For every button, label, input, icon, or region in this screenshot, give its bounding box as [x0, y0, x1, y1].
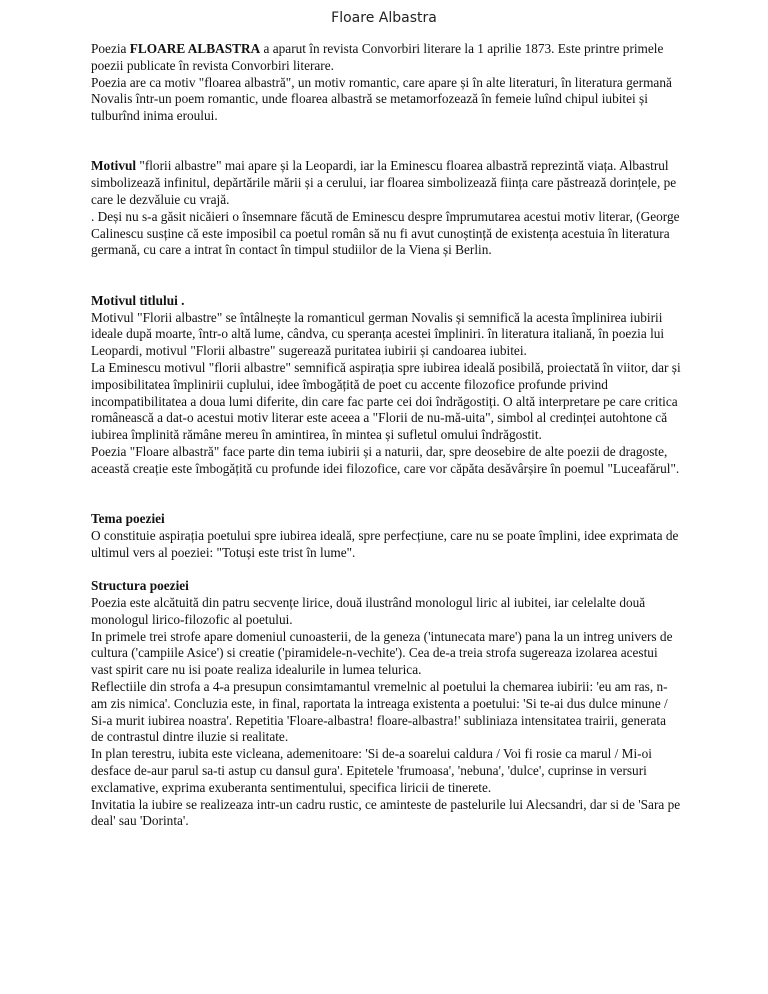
intro-bold-title: FLOARE ALBASTRA: [129, 41, 261, 56]
intro-paragraph-1: [91, 41, 681, 75]
intro-prefix: Poezia: [91, 41, 130, 56]
structura-paragraph-4: In plan terestru, iubita este vicleana, ademenitoare: 'Si de-a soarelui caldura / Voi fi rosie ca marul / Mi-oi desface de-aur parul sa-ti astup cu dansul gura'. Epitetele 'frumoasa', 'nebuna', 'dulce', cuprinse in versuri exclamative, exprima exuberanta sentimentului, specifica liricii de tinerete.: [91, 746, 652, 795]
structura-paragraph-5: Invitatia la iubire se realizeaza intr-un cadru rustic, ce aminteste de pastelurile lui Alecsandri, dar si de 'Sara pe deal' sau 'Dorinta'.: [91, 796, 681, 829]
section-spacer: [91, 259, 681, 293]
structura-paragraph-3: Reflectiile din strofa a 4-a presupun consimtamantul vremelnic al poetului la chemarea iubirii: 'eu am ras, n-am zis nimica'. Concluzia este, in final, raportata la intreaga existenta a poetului: 'Si te-ai dus dulce minune / Si-a murit iubirea noastra'. Repetitia 'Floare-albastra! floare-albastra!' subliniaza intensitatea trairii, generata de contrastul dintre iluzie si realitate.: [91, 679, 668, 745]
intro-paragraph-2: Poezia are ca motiv "floarea albastră", un motiv romantic, care apare și în alte literaturi, în literatura germană Novalis într-un poem romantic, unde floarea albastră se metamorfozează în femeie luînd chipul iubitei și tulburînd inima eroului.: [91, 74, 672, 124]
motivul-titlului-heading: Motivul titlului .: [91, 292, 185, 308]
tema-heading: Tema poeziei: [91, 511, 165, 527]
section-spacer: [91, 125, 681, 159]
section-spacer: [91, 478, 681, 512]
motivul-text: "florii albastre" mai apare și la Leopardi, iar la Eminescu floarea albastră reprezintă viața. Albastrul simbolizează infinitul, depărtările mării și a cerului, iar floarea simbolizează ființa care păstrează dorințele, pe care le dezvăluie cu vrajă.: [91, 158, 677, 208]
section-spacer: [91, 561, 681, 578]
motivul-titlului-paragraph-3: Poezia "Floare albastră" face parte din tema iubirii și a naturii, dar, spre deosebire de alte poezii de dragoste, această creație este îmbogățită cu profunde idei filozofice, care vor căpăta desăvârșire în poemul "Luceafărul".: [91, 443, 680, 476]
motivul-titlului-paragraph-1: Motivul "Florii albastre" se întâlnește la romanticul german Novalis și semnifică la acesta împlinirea iubirii ideale după moarte, într-o altă lume, cândva, cu speranța acestei împliniri. în literatura italiană, în poezia lui Leopardi, motivul "Florii albastre" sugerează puritatea iubirii și candoarea iubitei.: [91, 309, 665, 359]
tema-paragraph-1: O constituie aspirația poetului spre iubirea ideală, spre perfecțiune, care nu se poate împlini, idee exprimata de ultimul vers al poeziei: "Totuși este trist în lume".: [91, 527, 679, 560]
document-title: Floare Albastra: [331, 10, 437, 26]
intro-suffix: a aparut în revista Convorbiri literare la 1 aprilie 1873. Este printre primele poezii publicate în revista Convorbiri literare.: [91, 41, 664, 73]
structura-paragraph-1: Poezia este alcătuită din patru secvențe lirice, două ilustrând monologul liric al iubitei, iar celelalte două monologul lirico-filozofic al poetului.: [91, 595, 646, 627]
motivul-bold: Motivul: [91, 158, 137, 174]
motivul-paragraph-2: . Deși nu s-a găsit nicăieri o însemnare făcută de Eminescu despre împrumutarea acestui motiv literar, (George Calinescu susține că este imposibil ca poetul român să nu fi avut cunoștință de existența acestuia în literatura germană, cu care a intrat în contact în timpul studiilor de la Viena și Berlin.: [91, 208, 680, 258]
structura-paragraph-2: In primele trei strofe apare domeniul cunoasterii, de la geneza ('intunecata mare') pana la un intreg univers de cultura ('campiile Asice') si creatie ('piramidele-n-vechite'). Cea de-a treia strofa sugereaza izolarea acestui vast spirit care nu isi poate realiza idealurile in lumea telurica.: [91, 628, 673, 678]
structura-heading: Structura poeziei: [91, 578, 189, 594]
motivul-paragraph-1: [91, 158, 681, 208]
document-body: [91, 41, 681, 830]
motivul-titlului-paragraph-2: La Eminescu motivul "florii albastre" semnifică aspirația spre iubirea ideală posibilă, proiectată în viitor, dar și imposibilitatea împlinirii cuplului, idee îmbogățită de poet cu accente filozofice profunde privind incompatibilitatea a doua lumi diferite, din care fac parte cei doi îndrăgostiți. O altă interpretare pe care critica românească a dat-o acestui motiv literar este aceea a "Florii de nu-mă-uita", simbol al credinței autohtone că iubirea împlinită rămâne mereu în amintirea, în mintea și sufletul omului îndrăgostit.: [91, 359, 681, 443]
